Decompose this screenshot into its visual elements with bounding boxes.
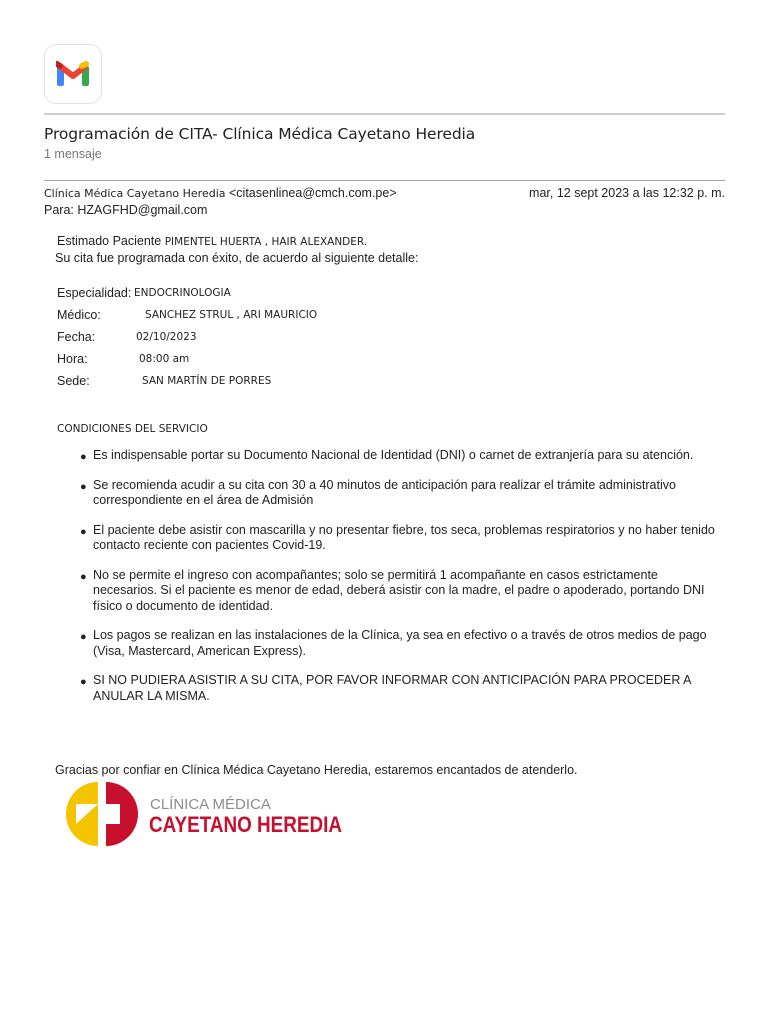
bullet-icon: ● (80, 631, 87, 643)
header-divider (44, 113, 725, 115)
logo-red-shape (106, 782, 138, 846)
condition-item: ● No se permite el ingreso con acompañantes; solo se permitirá 1 acompañante en casos estrictamente necesarios. Si el paciente es menor de edad, deberá asistir con la madre, el padre o apoderado, portando DNI físico o documento de identidad. (80, 567, 705, 613)
thanks-text: Gracias por confiar en Clínica Médica Cayetano Heredia, estaremos encantados de atenderlo. (55, 763, 578, 777)
email-subject: Programación de CITA- Clínica Médica Cayetano Heredia (44, 125, 476, 143)
detail-label-doctor: Médico: (57, 308, 101, 322)
gmail-icon (56, 61, 90, 87)
detail-value-specialty: ENDOCRINOLOGIA (134, 287, 231, 299)
condition-item: ● SI NO PUDIERA ASISTIR A SU CITA, POR FAVOR INFORMAR CON ANTICIPACIÓN PARA PROCEDER A ANULAR LA MISMA. (80, 673, 691, 703)
bullet-icon: ● (80, 451, 87, 463)
recipient: Para: HZAGFHD@gmail.com (44, 203, 208, 217)
conditions-list (80, 448, 725, 704)
detail-value-date: 02/10/2023 (136, 331, 197, 343)
sender-address[interactable]: <citasenlinea@cmch.com.pe> (229, 186, 397, 200)
patient-name: PIMENTEL HUERTA , HAIR ALEXANDER. (164, 236, 368, 248)
subject-divider (44, 180, 725, 181)
bullet-icon: ● (80, 676, 87, 688)
detail-label-site: Sede: (57, 374, 90, 388)
bullet-icon: ● (80, 570, 87, 583)
bullet-icon: ● (80, 480, 87, 493)
gmail-logo (44, 44, 102, 104)
condition-item: ● Los pagos se realizan en las instalaciones de la Clínica, ya sea en efectivo o a través de otros medios de pago (Visa, Mastercard, American Express). (80, 628, 707, 658)
detail-value-time: 08:00 am (139, 353, 190, 365)
sender-name: Clínica Médica Cayetano Heredia (44, 187, 226, 200)
sender (44, 186, 397, 200)
detail-label-time: Hora: (57, 352, 88, 366)
greeting-label: Estimado Paciente (57, 234, 162, 248)
detail-value-site: SAN MARTÍN DE PORRES (142, 375, 272, 387)
condition-item: ● Es indispensable portar su Documento Nacional de Identidad (DNI) o carnet de extranjería para su atención. (80, 448, 725, 464)
greeting (57, 234, 367, 248)
condition-item: ● Se recomienda acudir a su cita con 30 a 40 minutos de anticipación para realizar el trámite administrativo correspondiente en el área de Admisión (80, 477, 676, 507)
detail-label-specialty: Especialidad: (57, 286, 132, 300)
conditions-title: CONDICIONES DEL SERVICIO (57, 423, 208, 435)
clinic-logo (54, 778, 358, 850)
email-date: mar, 12 sept 2023 a las 12:32 p. m. (529, 186, 725, 200)
detail-value-doctor: SANCHEZ STRUL , ARI MAURICIO (145, 309, 318, 321)
intro-text: Su cita fue programada con éxito, de acuerdo al siguiente detalle: (55, 251, 419, 265)
bullet-icon: ● (80, 525, 87, 538)
condition-item: ● El paciente debe asistir con mascarilla y no presentar fiebre, tos seca, problemas respiratorios y no haber tenido contacto reciente con pacientes Covid-19. (80, 522, 715, 552)
message-count: 1 mensaje (44, 147, 102, 161)
brand-line2: CAYETANO HEREDIA (149, 812, 343, 837)
brand-line1: CLÍNICA MÉDICA (150, 796, 271, 813)
detail-label-date: Fecha: (57, 330, 96, 344)
